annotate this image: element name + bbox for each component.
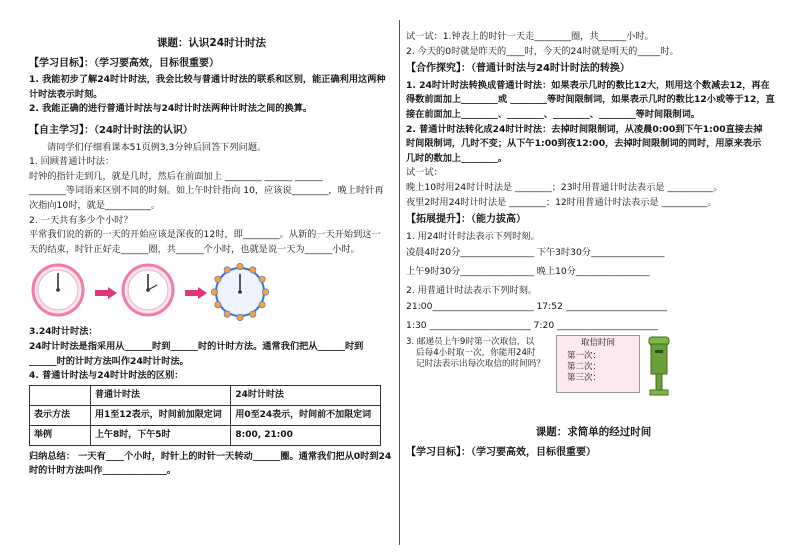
goal-line-3: 2. 我能正确的进行普通计时法与24时计时法两种计时法之间的换算。 <box>29 103 313 115</box>
table-cell: 举例 <box>30 425 91 445</box>
arrow-right-icon <box>185 287 207 299</box>
coop-line: 几时的数加上________。 <box>406 152 508 164</box>
pickup-time-box <box>556 335 640 393</box>
clock-icon <box>211 263 269 321</box>
coop-line: 接在前面加上________、________、________、________等时间限制词。 <box>406 108 700 120</box>
ext-q3-text <box>406 337 545 370</box>
ext-q1-item: 上午9时30分________________ 晚上10分________________ <box>406 265 650 277</box>
table-cell: 用0至24表示，时间前不加限定词 <box>231 405 381 425</box>
table-row <box>30 385 381 405</box>
bottom-goal-heading: 【学习目标】：（学习要高效，目标很重要） <box>406 446 596 458</box>
goal-line-1: 1. 我能初步了解24时计时法，我会比较与普通计时法的联系和区别，能正确利用这两种 <box>29 74 386 86</box>
q1-line: ________等词语来区别不同的时刻。如上午时针指向 10，应该说________，晚上时针再 <box>29 185 384 197</box>
summary-line: 归纳总结： 一天有____个小时，时针上的时针一天转动______圈。通常我们把从0时到24 <box>29 450 392 462</box>
ext-q2-title: 2. 用普通计时法表示下列时刻。 <box>406 284 538 296</box>
self-study-heading: 【自主学习】：（24时计时法的认识） <box>29 124 193 136</box>
comparison-table <box>29 385 381 446</box>
try1-line: 试一试：1.钟表上的时针一天走________圈，共______小时。 <box>406 31 654 42</box>
left-column <box>29 28 394 479</box>
goal-heading: 【学习目标】：（学习要高效，目标很重要） <box>29 57 219 69</box>
column-divider <box>399 20 400 545</box>
table-cell <box>30 385 91 405</box>
pickup-item: 第一次： <box>567 351 602 362</box>
coop-heading: 【合作探究】：（普通计时法与24时计时法的转换） <box>406 63 630 75</box>
table-cell: 上午8时，下午5时 <box>91 425 231 445</box>
try1-line: 2. 今天的0时就是昨天的____时，今天的24时就是明天的_____时。 <box>406 45 679 57</box>
ext-q1-title: 1. 用24时计时法表示下列时刻。 <box>406 230 540 242</box>
clock-icon <box>31 263 85 317</box>
ext-q2-item: 1:30 ______________________ 7:20 ______________________ <box>406 319 659 331</box>
coop-line: 得数前面加上________或 ________等时间限制词，如果表示几时的数比12小或等于12，直 <box>406 94 775 106</box>
coop-line: 1. 24时计时法转换成普通计时法：如果表示几时的数比12大，则用这个数减去12，再在 <box>406 79 770 91</box>
arrow-right-icon <box>95 287 117 299</box>
bottom-lesson-title: 课题：求简单的经过时间 <box>535 426 652 439</box>
q3-line: ______时的计时方法叫作24时计时法。 <box>29 355 189 367</box>
right-column <box>406 30 781 462</box>
try2-line: 晚上10时用24时计时法是 ________；23时用普通计时法表示是 __________。 <box>406 181 723 193</box>
clock-illustration <box>29 261 394 323</box>
q2-title: 2. 一天共有多少个小时？ <box>29 214 133 226</box>
q2-line: 天的结束，时针正好走______圈，共______个小时，也就是说一天为______小时。 <box>29 243 360 255</box>
q1-line: 时钟的指针走到几，就是几时，然后在前面加上 ________ ______ ______ <box>29 170 323 182</box>
table-header: 24时计时法 <box>231 385 381 405</box>
table-cell: 用1至12表示，时间前加限定词 <box>91 405 231 425</box>
q1-line: 次指向10时，就是__________。 <box>29 199 161 211</box>
ext-q2-item: 21:00______________________ 17:52 ______________________ <box>406 301 667 313</box>
extension-heading: 【拓展提升】：（能力拔高） <box>406 214 526 226</box>
q2-line: 平常我们说的新的一天的开始应该是深夜的12时，即________。从新的一天开始到这一 <box>29 229 381 241</box>
pickup-time-title: 取信时间 <box>580 338 615 349</box>
coop-line: 时间限制词，几时不变；从下午1:00到夜12:00，去掉时间限制词的同时，用原来表示 <box>406 138 762 150</box>
q3-title: 3.24时计时法： <box>29 326 98 338</box>
q3-line: 24时计时法是指采用从______时到______时的计时方法。通常我们把从______时到 <box>29 340 364 352</box>
pickup-item: 第三次： <box>567 373 602 384</box>
goal-line-2: 计时法表示时刻。 <box>29 88 103 100</box>
table-cell: 表示方法 <box>30 405 91 425</box>
try2-line: 夜里2时用24时计时法是 ________；12时用普通计时法表示是 __________。 <box>406 196 717 208</box>
summary-line: 时的计时方法叫作______________。 <box>29 465 176 477</box>
try2-line: 试一试： <box>406 167 443 179</box>
mail-question <box>406 335 781 397</box>
ext-q1-item: 凌晨4时20分________________ 下午3时30分________________ <box>406 247 665 259</box>
ext-q3-line: 后每4小时取一次，你能用24时 <box>416 348 536 359</box>
mailbox-icon <box>646 335 672 397</box>
table-header: 普通计时法 <box>91 385 231 405</box>
self-study-intro: 请同学们仔细看课本51页例3,3分钟后回答下列问题。 <box>47 141 267 153</box>
clock-icon <box>121 263 175 317</box>
q1-title: 1. 回顾普通计时法： <box>29 156 115 168</box>
lesson-title: 课题：认识24时计时法 <box>156 37 267 49</box>
ext-q3-line: 3. 邮递员上午9时第一次取信，以 <box>406 337 535 348</box>
coop-line: 2. 普通计时法转化成24时计时法：去掉时间限制词，从凌晨0:00到下午1:00直接去掉 <box>406 123 763 135</box>
q4-title: 4. 普通计时法与24时计时法的区别： <box>29 370 184 382</box>
table-row <box>30 405 381 425</box>
table-cell: 8:00, 21:00 <box>231 425 381 445</box>
ext-q3-line: 记时法表示出每次取信的时间吗？ <box>416 359 545 370</box>
table-row <box>30 425 381 445</box>
pickup-item: 第二次： <box>567 362 602 373</box>
